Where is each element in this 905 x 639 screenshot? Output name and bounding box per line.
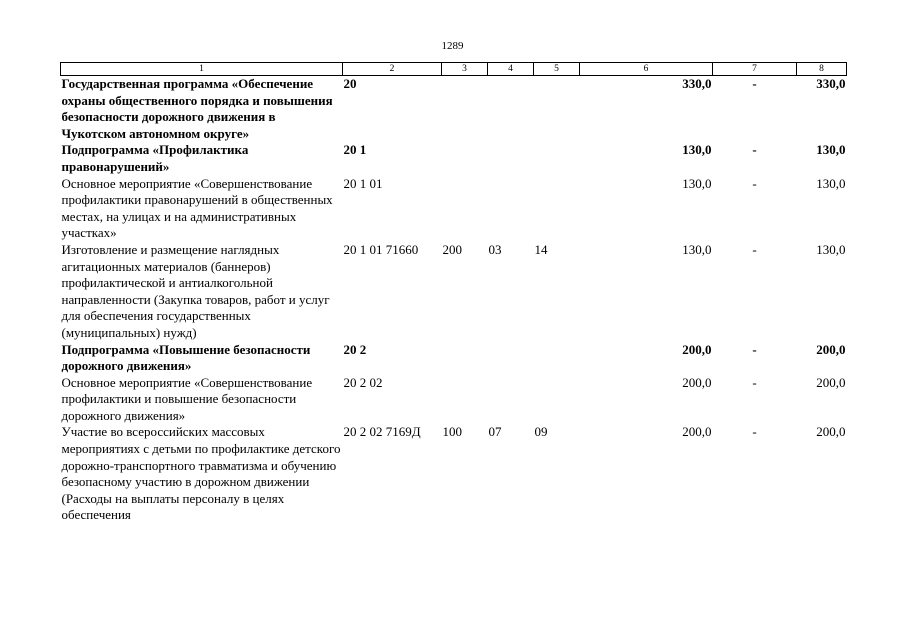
amount-cell: 200,0	[682, 341, 712, 357]
target-article-code-cell: 20	[343, 76, 357, 91]
table-row	[61, 142, 847, 175]
amount-dash-cell: -	[752, 341, 757, 357]
page-number: 1289	[441, 40, 464, 52]
column-number: 6	[580, 63, 713, 76]
amount-cell: 130,0	[682, 175, 712, 191]
table-row	[61, 342, 847, 375]
row-name-cell: Основное мероприятие «Совершенствование профилактики правонарушений в общественных местах, на улицах и на административных участках»	[61, 175, 333, 241]
table-row	[61, 424, 847, 524]
subsection-cell	[534, 342, 580, 375]
expense-type-cell	[442, 76, 488, 143]
expense-type-cell	[442, 342, 488, 375]
target-article-code-cell: 20 2 02	[343, 374, 383, 390]
row-name-cell: Государственная программа «Обеспечение охраны общественного порядка и повышения безопасности дорожного движения в Чукотском автономном округе»	[61, 76, 333, 141]
column-number: 4	[488, 63, 534, 76]
subsection-cell	[534, 76, 580, 143]
column-number: 5	[534, 63, 580, 76]
column-number: 3	[442, 63, 488, 76]
amount-total-cell: 200,0	[816, 341, 846, 357]
target-article-code-cell: 20 1	[343, 142, 367, 158]
amount-dash-cell: -	[752, 175, 757, 191]
amount-cell: 330,0	[682, 76, 712, 91]
section-cell: 03	[488, 241, 502, 257]
row-name-cell: Подпрограмма «Профилактика правонарушений»	[61, 142, 249, 174]
row-name-cell: Подпрограмма «Повышение безопасности дорожного движения»	[61, 341, 311, 374]
row-name-cell: Изготовление и размещение наглядных агитационных материалов (баннеров) профилактической и антиалкогольной направленности (Закупка товаров, работ и услуг для обеспечения государственных (муниципальных) нужд)	[61, 241, 330, 340]
column-number: 2	[343, 63, 442, 76]
amount-total-cell: 200,0	[816, 424, 846, 440]
amount-cell: 200,0	[682, 424, 712, 440]
column-number: 1	[61, 63, 343, 76]
section-cell: 07	[488, 424, 502, 440]
amount-dash-cell: -	[752, 241, 757, 257]
section-cell	[488, 76, 534, 143]
section-cell	[488, 142, 534, 175]
section-cell	[488, 176, 534, 242]
table-row	[61, 375, 847, 425]
target-article-code-cell: 20 2	[343, 341, 367, 357]
amount-total-cell: 130,0	[816, 241, 846, 257]
subsection-cell	[534, 375, 580, 425]
table-row	[61, 76, 847, 143]
section-cell	[488, 375, 534, 425]
target-article-code-cell: 20 1 01	[343, 175, 383, 191]
target-article-code-cell: 20 2 02 7169Д	[343, 424, 421, 440]
budget-table	[60, 62, 847, 524]
amount-dash-cell: -	[752, 142, 757, 158]
amount-dash-cell: -	[752, 374, 757, 390]
subsection-cell: 14	[534, 241, 548, 257]
expense-type-cell	[442, 176, 488, 242]
row-name-cell: Участие во всероссийских массовых мероприятиях с детьми по профилактике детского дорожно-транспортного травматизма и обучению безопасному участию в дорожном движении (Расходы на выплаты персоналу в целях обеспечения	[61, 424, 341, 523]
row-name-cell: Основное мероприятие «Совершенствование профилактики и повышение безопасности дорожного движения»	[61, 374, 313, 423]
amount-cell: 130,0	[682, 142, 712, 158]
table-row	[61, 176, 847, 242]
amount-total-cell: 130,0	[816, 175, 846, 191]
amount-cell: 200,0	[682, 374, 712, 390]
column-number: 7	[713, 63, 797, 76]
amount-total-cell: 330,0	[816, 76, 846, 91]
subsection-cell: 09	[534, 424, 548, 440]
amount-dash-cell: -	[752, 424, 757, 440]
expense-type-cell	[442, 375, 488, 425]
subsection-cell	[534, 176, 580, 242]
table-row	[61, 242, 847, 342]
column-number-header-row	[61, 63, 847, 76]
expense-type-cell	[442, 142, 488, 175]
amount-total-cell: 200,0	[816, 374, 846, 390]
section-cell	[488, 342, 534, 375]
target-article-code-cell: 20 1 01 71660	[343, 241, 419, 257]
amount-cell: 130,0	[682, 241, 712, 257]
column-number: 8	[797, 63, 847, 76]
expense-type-cell: 200	[442, 241, 462, 257]
amount-total-cell: 130,0	[816, 142, 846, 158]
amount-dash-cell: -	[752, 76, 757, 91]
expense-type-cell: 100	[442, 424, 462, 440]
subsection-cell	[534, 142, 580, 175]
